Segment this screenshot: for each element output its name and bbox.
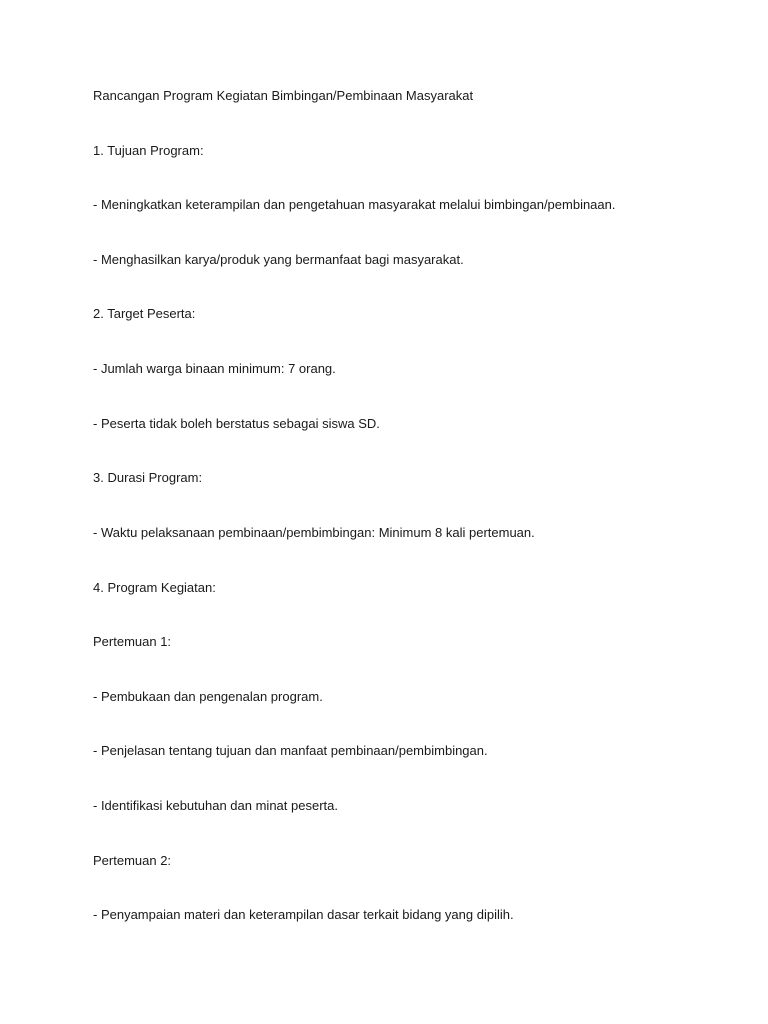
section-heading-durasi: 3. Durasi Program: bbox=[93, 470, 203, 485]
list-item: - Menghasilkan karya/produk yang bermanfaat bagi masyarakat. bbox=[93, 252, 464, 267]
list-item: - Penjelasan tentang tujuan dan manfaat pembinaan/pembimbingan. bbox=[93, 743, 488, 758]
list-item: - Waktu pelaksanaan pembinaan/pembimbingan: Minimum 8 kali pertemuan. bbox=[93, 525, 535, 540]
list-item: - Penyampaian materi dan keterampilan dasar terkait bidang yang dipilih. bbox=[93, 907, 514, 922]
list-item: - Pembukaan dan pengenalan program. bbox=[93, 689, 323, 704]
meeting-label: Pertemuan 1: bbox=[93, 634, 172, 649]
meeting-label: Pertemuan 2: bbox=[93, 853, 172, 868]
list-item: - Identifikasi kebutuhan dan minat peserta. bbox=[93, 798, 338, 813]
section-heading-target: 2. Target Peserta: bbox=[93, 306, 196, 321]
document-title: Rancangan Program Kegiatan Bimbingan/Pembinaan Masyarakat bbox=[93, 88, 474, 103]
list-item: - Jumlah warga binaan minimum: 7 orang. bbox=[93, 361, 336, 376]
section-heading-kegiatan: 4. Program Kegiatan: bbox=[93, 580, 216, 595]
list-item: - Meningkatkan keterampilan dan pengetahuan masyarakat melalui bimbingan/pembinaan. bbox=[93, 197, 616, 212]
section-heading-tujuan: 1. Tujuan Program: bbox=[93, 143, 204, 158]
list-item: - Peserta tidak boleh berstatus sebagai siswa SD. bbox=[93, 416, 380, 431]
